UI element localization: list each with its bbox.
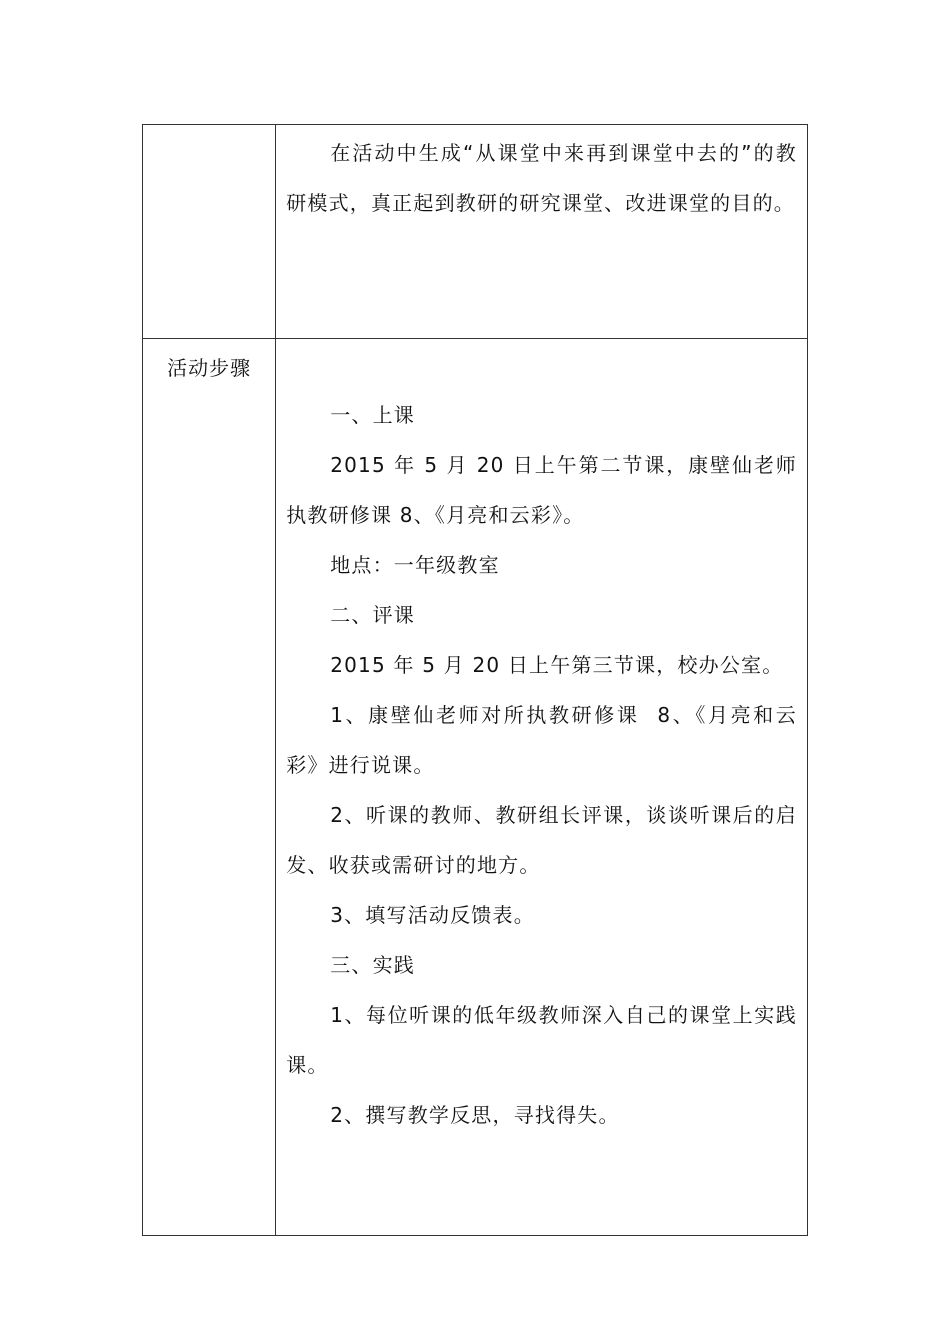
list-item: 2、撰写教学反思，寻找得失。 [330,1103,620,1127]
section-heading-practice: 三、实践 [330,953,415,977]
row-label-activity-steps: 活动步骤 [143,339,276,1236]
list-item: 1、每位听课的低年级教师深入自己的课堂上实践课。 [286,1003,797,1077]
paragraph: 2015 年 5 月 20 日上午第二节课，康壁仙老师执教研修课 8、《月亮和云彩》。 [286,453,797,527]
section-heading-review: 二、评课 [330,603,415,627]
activity-table [142,124,808,1236]
list-item: 1、康壁仙老师对所执教研修课 8、《月亮和云彩》进行说课。 [286,703,797,777]
list-item: 2、听课的教师、教研组长评课，谈谈听课后的启发、收获或需研讨的地方。 [286,803,797,877]
row-content-cell [276,125,808,339]
row-label-cell [143,125,276,339]
paragraph: 在活动中生成“从课堂中来再到课堂中去的”的教研模式，真正起到教研的研究课堂、改进课堂的目的。 [286,141,797,215]
row-content-cell [276,339,808,1236]
table-row [143,125,808,339]
list-item: 3、填写活动反馈表。 [330,903,535,927]
section-heading-class: 一、上课 [330,403,415,427]
paragraph: 2015 年 5 月 20 日上午第三节课，校办公室。 [330,653,784,677]
table-row [143,339,808,1236]
paragraph: 地点：一年级教室 [330,553,500,577]
